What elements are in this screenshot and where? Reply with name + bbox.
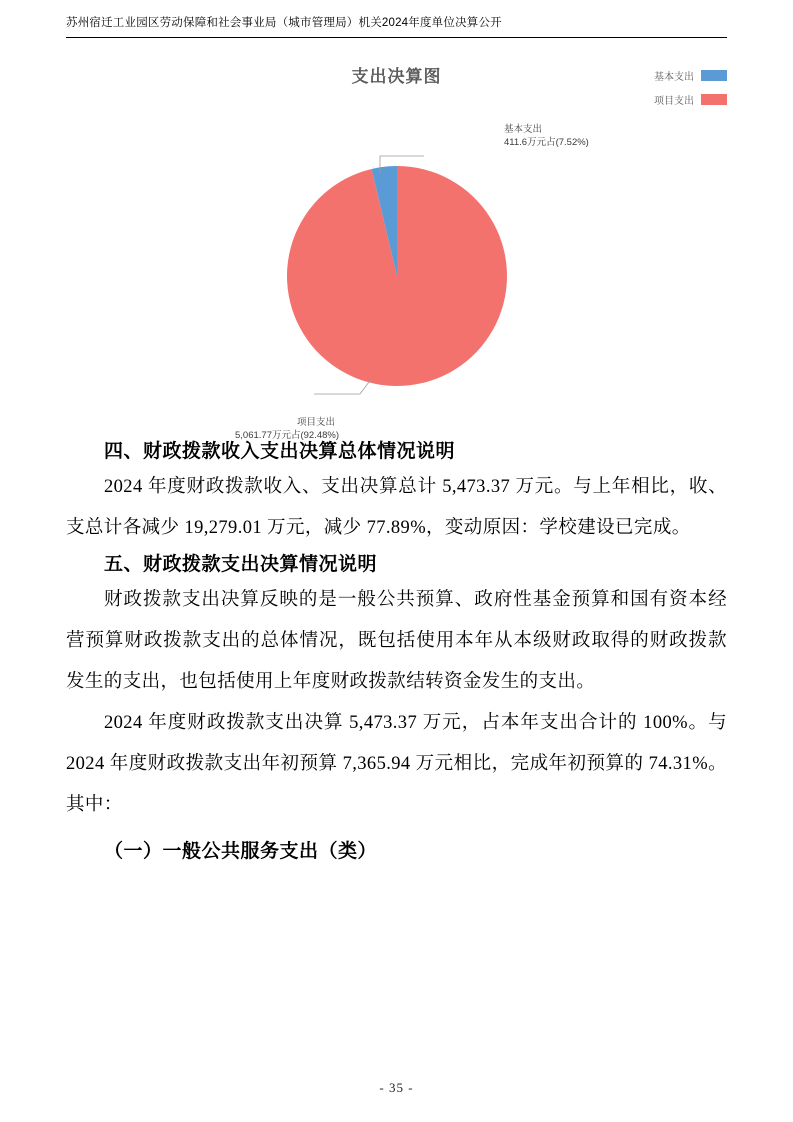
section-5-paragraph-2: 2024 年度财政拨款支出决算 5,473.37 万元，占本年支出合计的 100%。与 2024 年度财政拨款支出年初预算 7,365.94 万元相比，完成年初预算的 74.31%。其中：: [66, 713, 727, 815]
legend-swatch-basic: [701, 70, 727, 81]
legend-item-project: [654, 92, 727, 107]
pie-area: [66, 124, 727, 441]
callout-basic: [504, 124, 589, 150]
legend-swatch-project: [701, 94, 727, 105]
callout-basic-name: 基本支出: [504, 124, 543, 135]
expenditure-pie-chart: [66, 62, 727, 441]
header-title: 苏州宿迁工业园区劳动保障和社会事业局（城市管理局）机关2024年度单位决算公开: [66, 17, 502, 29]
legend-label-project: 项目支出: [654, 96, 694, 107]
callout-project-name: 项目支出: [297, 417, 336, 428]
sub-heading-general-public-service: （一）一般公共服务支出（类）: [104, 841, 378, 862]
header-divider: [66, 37, 727, 38]
section-4-paragraph-1: 2024 年度财政拨款收入、支出决算总计 5,473.37 万元。与上年相比，收、支总计各减少 19,279.01 万元，减少 77.89%，变动原因：学校建设已完成。: [66, 477, 727, 538]
callout-project-value: 5,061.77万元占(92.48%): [235, 429, 340, 441]
callout-project: [235, 417, 339, 443]
chart-title: 支出决算图: [351, 67, 442, 86]
page-number: - 35 -: [379, 1080, 414, 1095]
pie-svg: [252, 146, 542, 406]
page-header: [66, 0, 727, 30]
chart-legend: [654, 68, 727, 116]
section-heading-5: 五、财政拨款支出决算情况说明: [104, 554, 378, 575]
legend-item-basic: [654, 68, 727, 83]
callout-basic-value: 411.6万元占(7.52%): [504, 136, 589, 148]
section-5-paragraph-1: 财政拨款支出决算反映的是一般公共预算、政府性基金预算和国有资本经营预算财政拨款支出的总体情况，既包括使用本年从本级财政取得的财政拨款发生的支出，也包括使用上年度财政拨款结转资金发生的支出。: [66, 590, 727, 692]
section-heading-4: 四、财政拨款收入支出决算总体情况说明: [104, 441, 456, 462]
legend-label-basic: 基本支出: [654, 72, 694, 83]
page-footer: [0, 1080, 793, 1096]
